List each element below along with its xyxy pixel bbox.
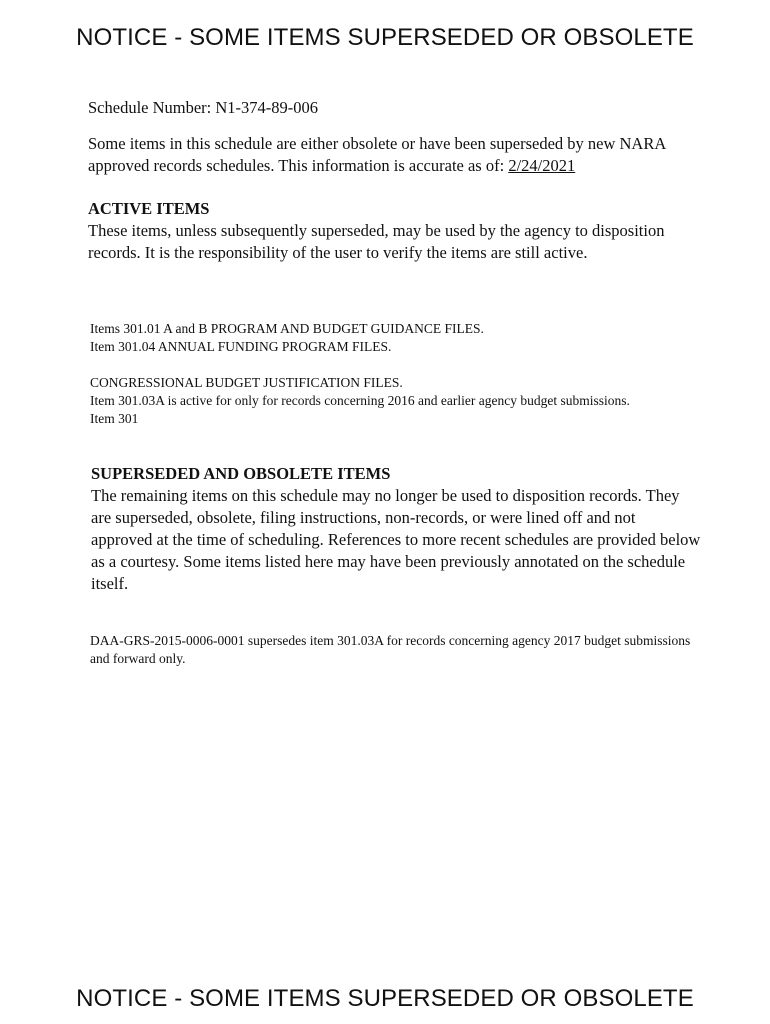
- schedule-number: Schedule Number: N1-374-89-006: [88, 98, 319, 117]
- active-item: Item 301.03A is active for only for records concerning 2016 and earlier agency budget submissions.: [90, 393, 630, 408]
- superseded-items-description: The remaining items on this schedule may no longer be used to disposition records. They are superseded, obsolete, filing instructions, non-records, or were lined off and not approved at the time of scheduling. References to more recent schedules are provided below as a courtesy. Some items listed here may have been previously annotated on the schedule itself.: [91, 486, 701, 593]
- superseded-item: DAA-GRS-2015-0006-0001 supersedes item 301.03A for records concerning agency 2017 budget submissions and forward only.: [90, 633, 691, 666]
- superseded-items-heading: SUPERSEDED AND OBSOLETE ITEMS: [91, 464, 391, 483]
- active-item: Item 301: [90, 411, 139, 426]
- notice-banner-top: NOTICE - SOME ITEMS SUPERSEDED OR OBSOLETE: [76, 24, 694, 51]
- active-item: Items 301.01 A and B PROGRAM AND BUDGET GUIDANCE FILES.: [90, 321, 484, 336]
- as-of-date: 2/24/2021: [508, 156, 576, 175]
- active-item: CONGRESSIONAL BUDGET JUSTIFICATION FILES.: [90, 375, 403, 390]
- active-items-list: [90, 320, 730, 428]
- intro-text: Some items in this schedule are either obsolete or have been superseded by new NARA approved records schedules. This information is accurate as of:: [88, 134, 666, 175]
- active-items-heading: ACTIVE ITEMS: [88, 199, 210, 218]
- notice-banner-bottom: NOTICE - SOME ITEMS SUPERSEDED OR OBSOLETE: [76, 985, 694, 1012]
- superseded-items-list: [90, 632, 700, 668]
- active-item: Item 301.04 ANNUAL FUNDING PROGRAM FILES.: [90, 339, 392, 354]
- active-items-description: These items, unless subsequently superseded, may be used by the agency to disposition records. It is the responsibility of the user to verify the items are still active.: [88, 221, 665, 262]
- intro-paragraph: [88, 133, 688, 177]
